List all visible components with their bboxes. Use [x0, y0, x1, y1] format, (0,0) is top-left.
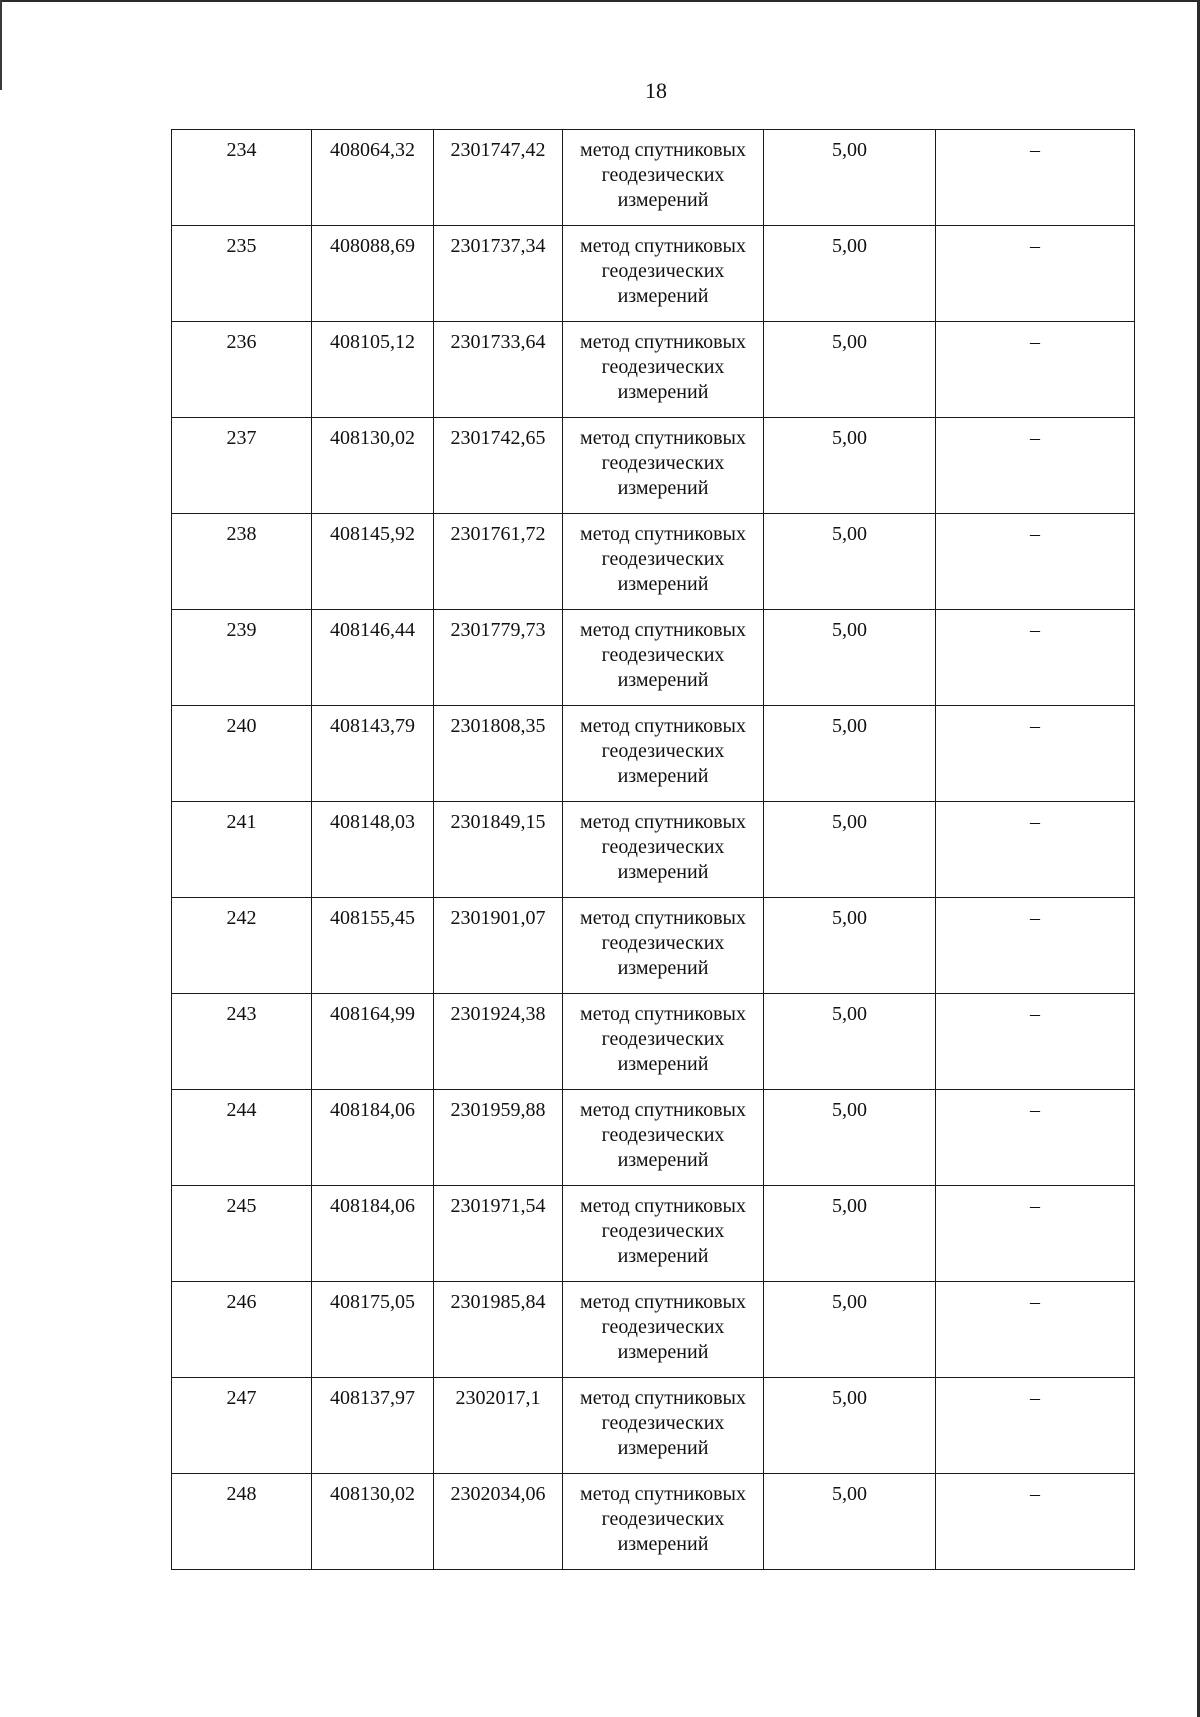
note-cell: –	[936, 130, 1135, 226]
accuracy-cell: 5,00	[764, 802, 936, 898]
y-coordinate-cell: 2301733,64	[434, 322, 563, 418]
x-coordinate-cell: 408175,05	[312, 1282, 434, 1378]
x-coordinate-cell: 408137,97	[312, 1378, 434, 1474]
point-number-cell: 241	[172, 802, 312, 898]
point-number-cell: 236	[172, 322, 312, 418]
note-cell: –	[936, 1186, 1135, 1282]
coordinates-table	[171, 129, 1135, 1570]
y-coordinate-cell: 2301761,72	[434, 514, 563, 610]
method-cell: метод спутниковых геодезических измерений	[563, 1186, 764, 1282]
note-cell: –	[936, 226, 1135, 322]
method-cell: метод спутниковых геодезических измерений	[563, 130, 764, 226]
method-cell: метод спутниковых геодезических измерений	[563, 1090, 764, 1186]
table-row	[172, 1090, 1135, 1186]
note-cell: –	[936, 1378, 1135, 1474]
x-coordinate-cell: 408146,44	[312, 610, 434, 706]
x-coordinate-cell: 408145,92	[312, 514, 434, 610]
note-cell: –	[936, 1474, 1135, 1570]
y-coordinate-cell: 2301985,84	[434, 1282, 563, 1378]
method-cell: метод спутниковых геодезических измерений	[563, 1282, 764, 1378]
table-row	[172, 706, 1135, 802]
accuracy-cell: 5,00	[764, 418, 936, 514]
point-number-cell: 234	[172, 130, 312, 226]
x-coordinate-cell: 408105,12	[312, 322, 434, 418]
point-number-cell: 247	[172, 1378, 312, 1474]
y-coordinate-cell: 2301959,88	[434, 1090, 563, 1186]
table-row	[172, 1282, 1135, 1378]
accuracy-cell: 5,00	[764, 1474, 936, 1570]
method-cell: метод спутниковых геодезических измерений	[563, 322, 764, 418]
accuracy-cell: 5,00	[764, 994, 936, 1090]
method-cell: метод спутниковых геодезических измерений	[563, 802, 764, 898]
point-number-cell: 244	[172, 1090, 312, 1186]
x-coordinate-cell: 408155,45	[312, 898, 434, 994]
table-row	[172, 802, 1135, 898]
x-coordinate-cell: 408088,69	[312, 226, 434, 322]
x-coordinate-cell: 408064,32	[312, 130, 434, 226]
x-coordinate-cell: 408164,99	[312, 994, 434, 1090]
accuracy-cell: 5,00	[764, 1186, 936, 1282]
coordinates-table-body	[172, 130, 1135, 1570]
method-cell: метод спутниковых геодезических измерений	[563, 1378, 764, 1474]
note-cell: –	[936, 802, 1135, 898]
y-coordinate-cell: 2301901,07	[434, 898, 563, 994]
note-cell: –	[936, 514, 1135, 610]
x-coordinate-cell: 408184,06	[312, 1186, 434, 1282]
y-coordinate-cell: 2302017,1	[434, 1378, 563, 1474]
point-number-cell: 240	[172, 706, 312, 802]
note-cell: –	[936, 1090, 1135, 1186]
point-number-cell: 245	[172, 1186, 312, 1282]
table-row	[172, 226, 1135, 322]
y-coordinate-cell: 2301924,38	[434, 994, 563, 1090]
method-cell: метод спутниковых геодезических измерений	[563, 898, 764, 994]
note-cell: –	[936, 898, 1135, 994]
table-row	[172, 130, 1135, 226]
point-number-cell: 237	[172, 418, 312, 514]
x-coordinate-cell: 408130,02	[312, 418, 434, 514]
point-number-cell: 243	[172, 994, 312, 1090]
scan-edge-top	[0, 0, 1200, 2]
accuracy-cell: 5,00	[764, 610, 936, 706]
y-coordinate-cell: 2301747,42	[434, 130, 563, 226]
method-cell: метод спутниковых геодезических измерений	[563, 706, 764, 802]
accuracy-cell: 5,00	[764, 226, 936, 322]
table-row	[172, 1186, 1135, 1282]
accuracy-cell: 5,00	[764, 130, 936, 226]
point-number-cell: 239	[172, 610, 312, 706]
x-coordinate-cell: 408143,79	[312, 706, 434, 802]
point-number-cell: 248	[172, 1474, 312, 1570]
y-coordinate-cell: 2301971,54	[434, 1186, 563, 1282]
point-number-cell: 242	[172, 898, 312, 994]
y-coordinate-cell: 2301849,15	[434, 802, 563, 898]
note-cell: –	[936, 322, 1135, 418]
y-coordinate-cell: 2302034,06	[434, 1474, 563, 1570]
accuracy-cell: 5,00	[764, 706, 936, 802]
method-cell: метод спутниковых геодезических измерений	[563, 994, 764, 1090]
table-row	[172, 418, 1135, 514]
accuracy-cell: 5,00	[764, 514, 936, 610]
table-row	[172, 994, 1135, 1090]
table-row	[172, 610, 1135, 706]
table-row	[172, 514, 1135, 610]
method-cell: метод спутниковых геодезических измерений	[563, 418, 764, 514]
method-cell: метод спутниковых геодезических измерений	[563, 1474, 764, 1570]
x-coordinate-cell: 408130,02	[312, 1474, 434, 1570]
method-cell: метод спутниковых геодезических измерений	[563, 610, 764, 706]
point-number-cell: 238	[172, 514, 312, 610]
y-coordinate-cell: 2301742,65	[434, 418, 563, 514]
accuracy-cell: 5,00	[764, 1282, 936, 1378]
y-coordinate-cell: 2301808,35	[434, 706, 563, 802]
table-row	[172, 898, 1135, 994]
accuracy-cell: 5,00	[764, 322, 936, 418]
note-cell: –	[936, 994, 1135, 1090]
page-number: 18	[645, 78, 667, 103]
note-cell: –	[936, 418, 1135, 514]
point-number-cell: 246	[172, 1282, 312, 1378]
accuracy-cell: 5,00	[764, 898, 936, 994]
table-row	[172, 322, 1135, 418]
method-cell: метод спутниковых геодезических измерений	[563, 514, 764, 610]
note-cell: –	[936, 1282, 1135, 1378]
note-cell: –	[936, 610, 1135, 706]
y-coordinate-cell: 2301779,73	[434, 610, 563, 706]
table-row	[172, 1474, 1135, 1570]
note-cell: –	[936, 706, 1135, 802]
table-row	[172, 1378, 1135, 1474]
accuracy-cell: 5,00	[764, 1090, 936, 1186]
method-cell: метод спутниковых геодезических измерений	[563, 226, 764, 322]
scan-edge-left	[0, 0, 2, 90]
point-number-cell: 235	[172, 226, 312, 322]
x-coordinate-cell: 408148,03	[312, 802, 434, 898]
accuracy-cell: 5,00	[764, 1378, 936, 1474]
x-coordinate-cell: 408184,06	[312, 1090, 434, 1186]
y-coordinate-cell: 2301737,34	[434, 226, 563, 322]
